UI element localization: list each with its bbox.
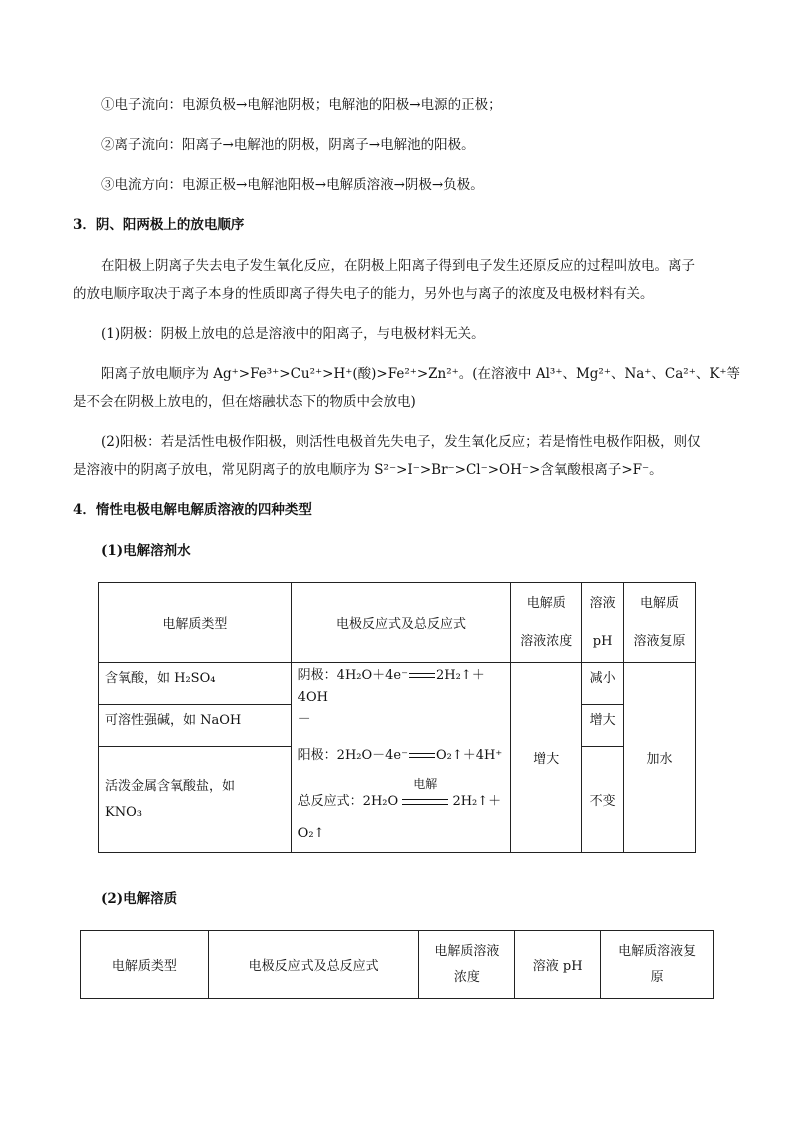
t1-row2-type: 可溶性强碱，如 NaOH [99, 705, 292, 747]
cation-order-line1: 阳离子放电顺序为 Ag⁺>Fe³⁺>Cu²⁺>H⁺(酸)>Fe²⁺>Zn²⁺。(在溶液中 Al³⁺、Mg²⁺、Na⁺、Ca²⁺、K⁺等 [101, 366, 741, 382]
t2-header-ph: 溶液 pH [515, 931, 601, 999]
anode-rule-line2: 是溶液中的阴离子放电，常见阴离子的放电顺序为 S²⁻>I⁻>Br⁻>Cl⁻>OH⁻>含氧酸根离子>F⁻。 [73, 462, 663, 478]
equals-sign [409, 673, 435, 678]
t2-header-restore: 电解质溶液复 原 [601, 931, 714, 999]
ion-flow-line: ②离子流向：阳离子→电解池的阴极，阴离子→电解池的阳极。 [101, 137, 475, 153]
electrolyze-solute-table [80, 930, 714, 999]
t1-header-restore: 电解质 溶液复原 [624, 583, 696, 663]
section3-para1-line2: 的放电顺序取决于离子本身的性质即离子得失电子的能力，另外也与离子的浓度及电极材料有关。 [73, 286, 654, 302]
t1-header-concentration: 电解质 溶液浓度 [511, 583, 582, 663]
section3-heading: 3．阴、阳两极上的放电顺序 [73, 217, 245, 233]
electrolyze-water-table [98, 582, 696, 853]
t1-equation-cell: 阴极：4H₂O＋4e⁻ 2H₂↑＋4OH － 阳极：2H₂O－4e⁻ O₂↑＋4H⁺ 总反应式：2H₂O 电解 2H₂↑＋ O₂↑ [291, 663, 511, 853]
t1-row1-type: 含氧酸，如 H₂SO₄ [99, 663, 292, 705]
t1-row3-type: 活泼金属含氧酸盐，如 KNO₃ [99, 747, 292, 853]
section4-sub1-heading: (1)电解溶剂水 [101, 543, 191, 559]
t1-concentration: 增大 [511, 663, 582, 853]
t1-header-ph: 溶液 pH [582, 583, 624, 663]
electron-flow-line: ①电子流向：电源负极→电解池阴极；电解池的阳极→电源的正极； [101, 97, 502, 113]
t1-ph-row1: 减小 [582, 663, 624, 705]
section4-sub2-heading: (2)电解溶质 [101, 891, 178, 907]
t1-ph-row3: 不变 [582, 747, 624, 853]
t2-header-equation: 电极反应式及总反应式 [208, 931, 419, 999]
t1-restore: 加水 [624, 663, 696, 853]
t1-ph-row2: 增大 [582, 705, 624, 747]
t1-header-equation: 电极反应式及总反应式 [291, 583, 511, 663]
anode-rule-line1: (2)阳极：若是活性电极作阳极，则活性电极首先失电子，发生氧化反应；若是惰性电极作阳极，则仅 [101, 434, 701, 450]
section3-para1-line1: 在阳极上阴离子失去电子发生氧化反应，在阴极上阳离子得到电子发生还原反应的过程叫放电。离子 [101, 258, 695, 274]
section4-heading: 4．惰性电极电解电解质溶液的四种类型 [73, 502, 312, 518]
electrolysis-condition-sign: 电解 [402, 791, 448, 813]
t2-header-type: 电解质类型 [81, 931, 209, 999]
t2-header-concentration: 电解质溶液 浓度 [419, 931, 515, 999]
equals-sign [409, 753, 435, 758]
t1-header-type: 电解质类型 [99, 583, 292, 663]
cation-order-line2: 是不会在阴极上放电的，但在熔融状态下的物质中会放电) [73, 394, 416, 410]
current-direction-line: ③电流方向：电源正极→电解池阳极→电解质溶液→阴极→负极。 [101, 177, 484, 193]
cathode-rule: (1)阴极：阴极上放电的总是溶液中的阳离子，与电极材料无关。 [101, 326, 485, 342]
